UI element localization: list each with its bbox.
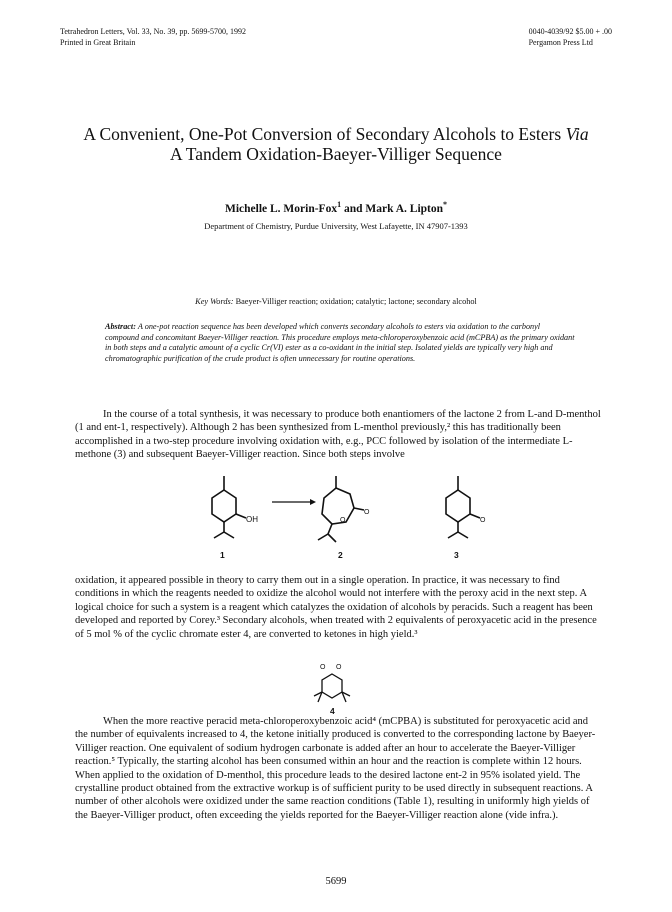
keywords-label: Key Words: bbox=[195, 297, 234, 306]
printed-in-line: Printed in Great Britain bbox=[60, 38, 136, 47]
atom-carbonyl-oxygen: O bbox=[364, 509, 370, 516]
abstract bbox=[105, 322, 575, 364]
paragraph-text: When the more reactive peracid meta-chloroperoxybenzoic acid⁴ (mCPBA) is substituted for peroxyacetic acid and the number of equivalents increased to 4, the ketone initially produced is converted to the corresponding lactone by Baeyer-Villiger reaction. One equivalent of sodium hydrogen carbonate is added after an hour to accelerate the Baeyer-Villiger reaction.⁵ Typically, the starting alcohol has been consumed within an hour and the reaction is complete within 12 hours. When applied to the oxidation of D-menthol, this procedure leads to the desired lactone ent-2 in 95% isolated yield. The crystalline product obtained from the extractive workup is of sufficient purity to be used directly in subsequent reactions. A number of other alcohols were oxidized under the same reaction conditions (Table 1), resulting in uniformly high yields of the Baeyer-Villiger product, often exceeding the yields reported for the Baeyer-Villiger reaction alone (vide infra.). bbox=[75, 716, 596, 821]
structure-lactone bbox=[318, 476, 370, 542]
atom-oxo-2: O bbox=[336, 664, 342, 671]
atom-ketone-oxygen: O bbox=[480, 517, 486, 524]
author-2: Mark A. Lipton bbox=[365, 202, 444, 215]
structure-menthol bbox=[212, 476, 258, 538]
compound-label-3: 3 bbox=[454, 550, 459, 560]
abstract-label: Abstract: bbox=[105, 322, 136, 331]
atom-oh: OH bbox=[246, 515, 258, 524]
body-paragraph-3 bbox=[75, 715, 603, 822]
chemical-scheme bbox=[160, 472, 520, 568]
structure-menthone bbox=[446, 476, 486, 538]
author-2-mark: * bbox=[443, 200, 448, 209]
publisher-info bbox=[529, 26, 612, 48]
atom-oxo-1: O bbox=[320, 664, 326, 671]
author-list bbox=[40, 200, 632, 215]
paper-title bbox=[40, 124, 632, 164]
structure-chromate-ester bbox=[306, 660, 366, 716]
author-1-footnote: 1 bbox=[337, 200, 342, 209]
paragraph-text: In the course of a total synthesis, it was necessary to produce both enantiomers of the lactone 2 from L-and D-menthol (1 and ent-1, respectively). Although 2 has been synthesized from L-menthol previously,² this has traditionally been accomplished in a two-step procedure involving oxidation with, e.g., PCC followed by isolation of the intermediate L-methone (3) and subsequent Baeyer-Villiger reaction. Since both steps involve bbox=[75, 409, 601, 461]
body-paragraph-2 bbox=[75, 574, 603, 641]
atom-ring-oxygen: O bbox=[340, 517, 346, 524]
compound-label-4: 4 bbox=[330, 706, 335, 716]
price-code: 0040-4039/92 $5.00 + .00 bbox=[528, 27, 612, 36]
author-conjunction: and bbox=[341, 202, 366, 215]
affiliation: Department of Chemistry, Purdue University, West Lafayette, IN 47907-1393 bbox=[204, 221, 468, 231]
journal-citation-line: Tetrahedron Letters, Vol. 33, No. 39, pp. 5699-5700, 1992 bbox=[60, 27, 247, 36]
journal-citation bbox=[60, 26, 246, 48]
paragraph-text: oxidation, it appeared possible in theory to carry them out in a single operation. In practice, it was necessary to find conditions in which the reagents needed to oxidize the alcohol would not interfere with the peroxy acid in the next step. A logical choice for such a system is a reagent which catalyzes the oxidation of alcohols by peracids. Such a reagent has been developed and reported by Corey.³ Secondary alcohols, when treated with 2 equivalents of peroxyacetic acid in the presence of 5 mol % of the cyclic chromate ester 4, are converted to ketones in high yield.³ bbox=[75, 575, 597, 640]
page-number: 5699 bbox=[325, 876, 347, 887]
keywords-text: Baeyer-Villiger reaction; oxidation; catalytic; lactone; secondary alcohol bbox=[233, 297, 477, 306]
abstract-text: A one-pot reaction sequence has been developed which converts secondary alcohols to esters via oxidation to the carbonyl compound and concomitant Baeyer-Villiger reaction. This procedure employs meta-chloroperoxybenzoic acid (mCPBA) as the primary oxidant in both steps and a catalytic amount of a cyclic Cr(VI) ester as a co-oxidant in the initial step. Isolated yields are typically very high and chromatographic purification of the crude product is often unnecessary for routine operations. bbox=[105, 322, 575, 363]
title-line2: A Tandem Oxidation-Baeyer-Villiger Sequence bbox=[170, 144, 502, 164]
reaction-arrow bbox=[272, 499, 316, 505]
body-paragraph-1 bbox=[75, 408, 603, 462]
author-1: Michelle L. Morin-Fox bbox=[224, 202, 338, 215]
title-line1: A Convenient, One-Pot Conversion of Secondary Alcohols to Esters bbox=[83, 124, 566, 144]
compound-label-1: 1 bbox=[220, 550, 225, 560]
compound-label-2: 2 bbox=[338, 550, 343, 560]
keywords bbox=[40, 297, 632, 306]
title-italic-via: Via bbox=[565, 124, 589, 144]
publisher-name: Pergamon Press Ltd bbox=[528, 38, 593, 47]
